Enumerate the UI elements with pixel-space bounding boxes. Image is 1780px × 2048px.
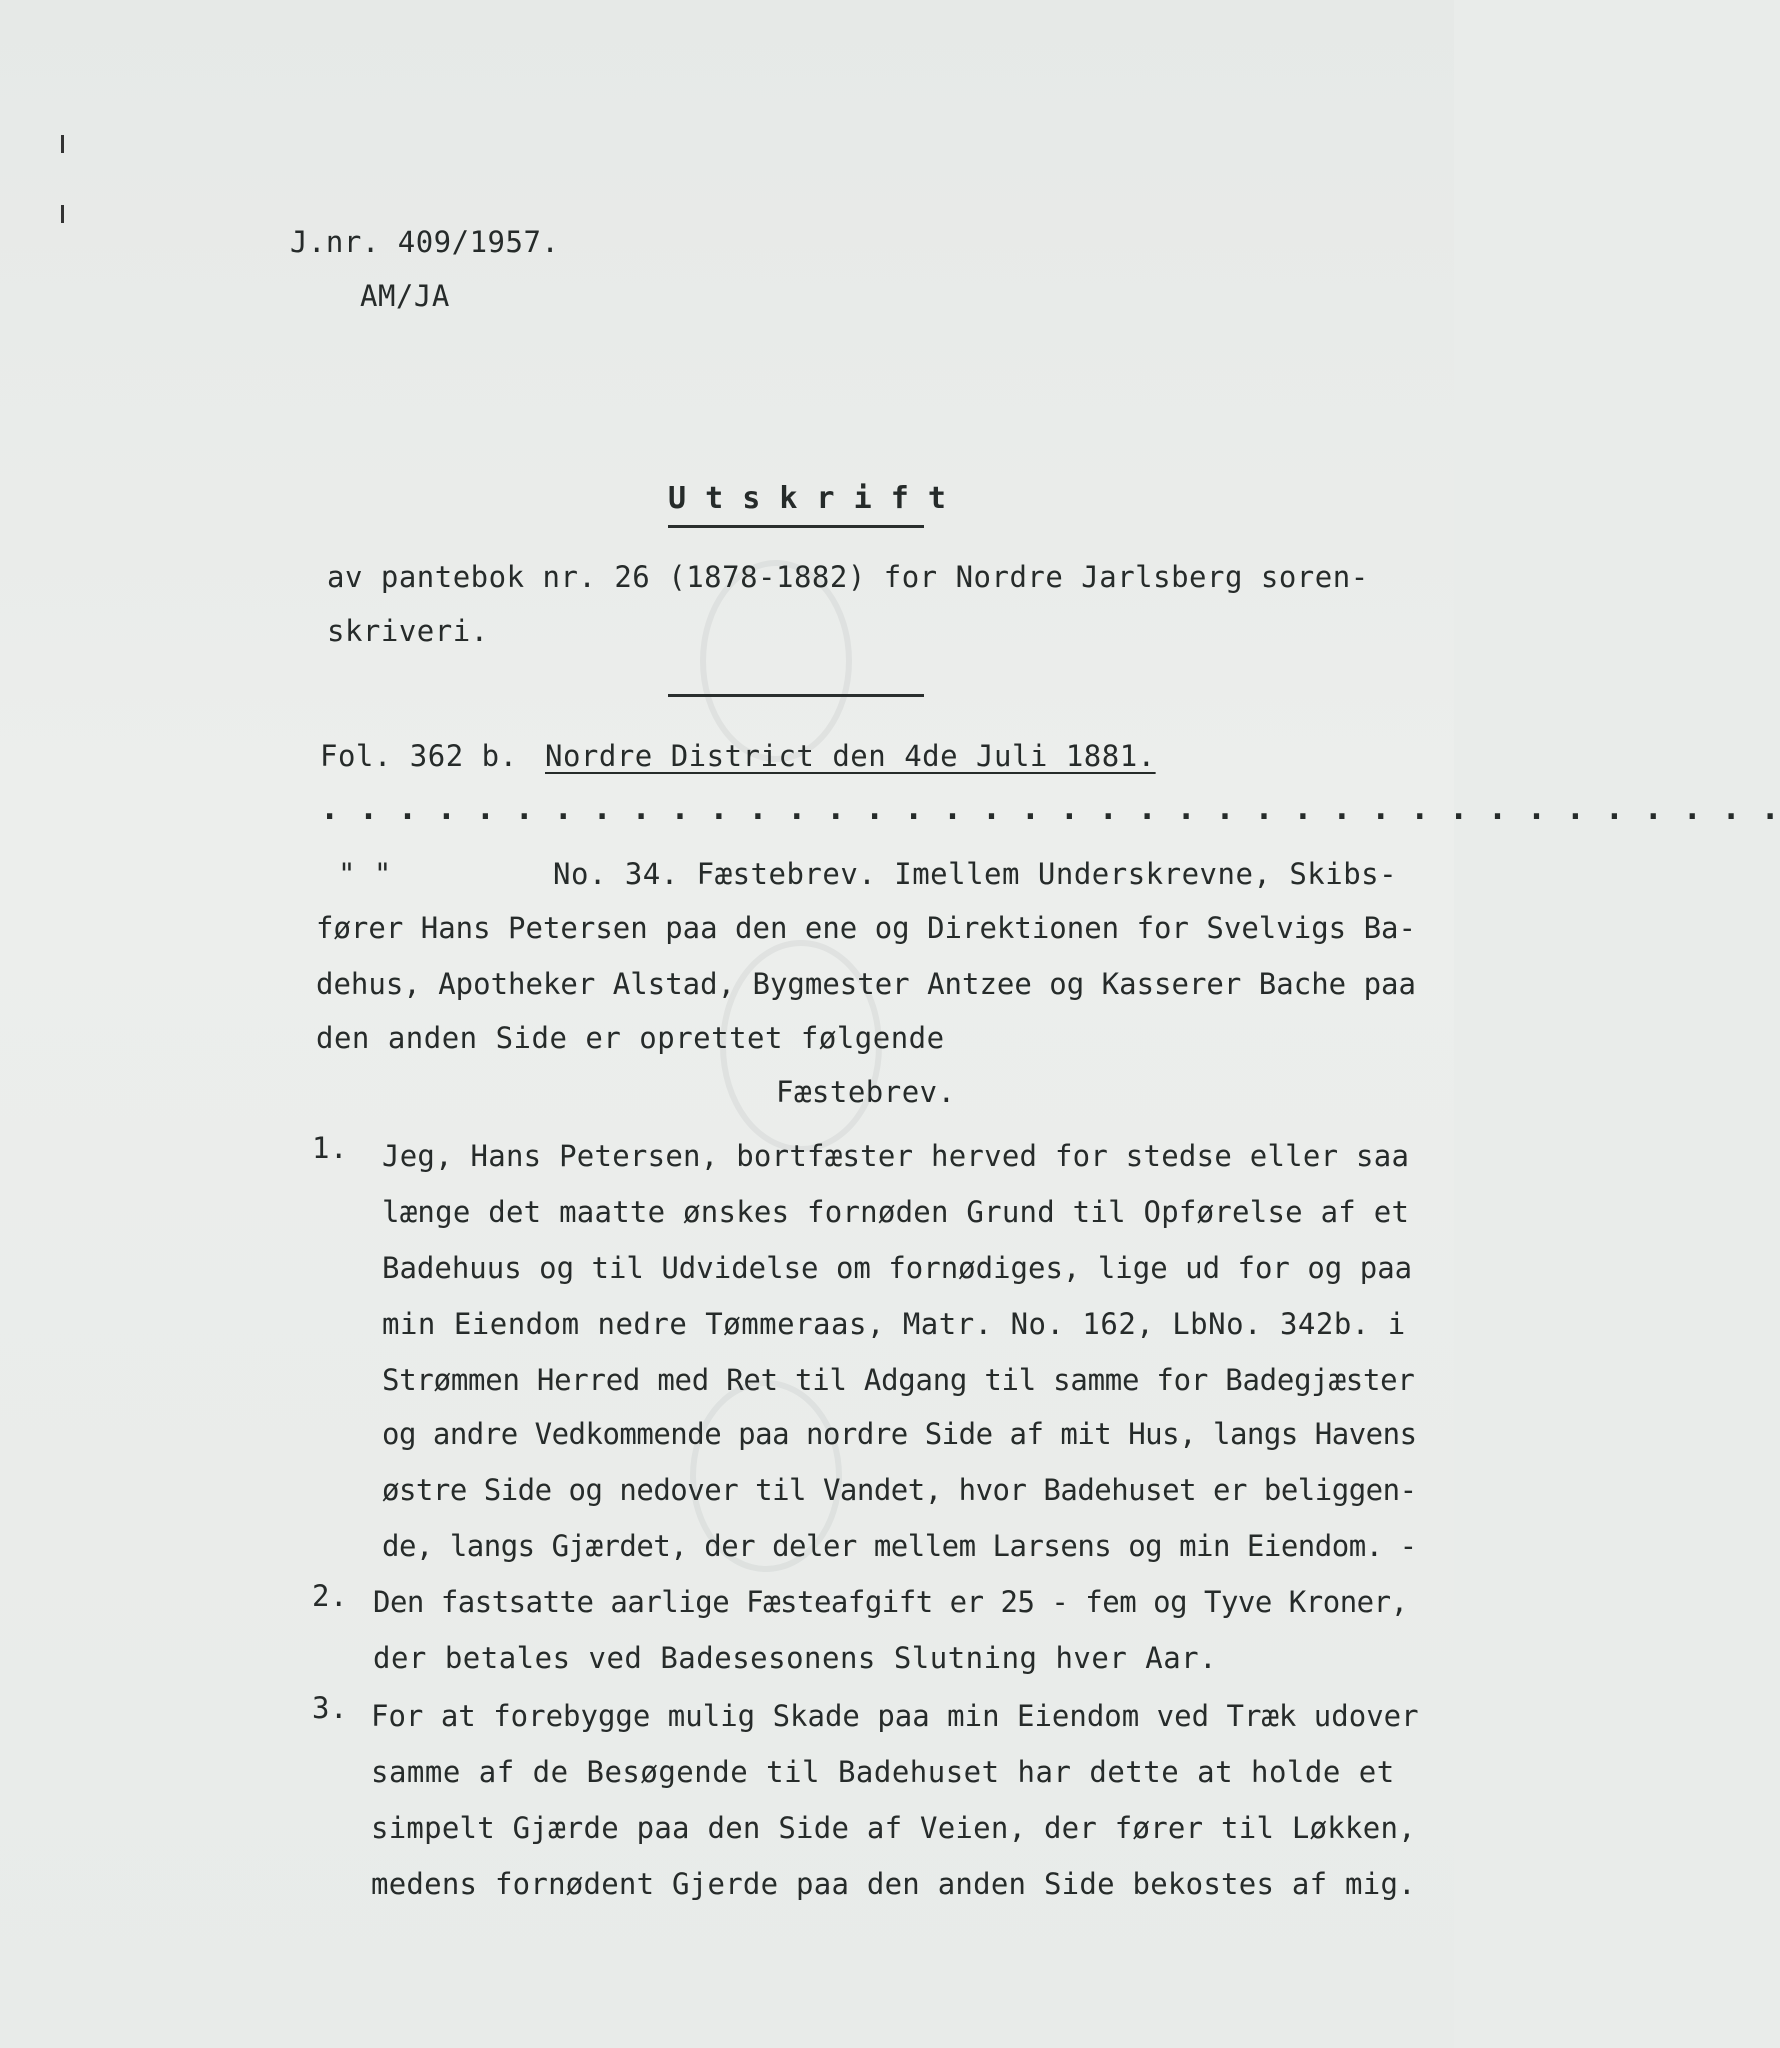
subtitle-line-2: skriveri. [327, 614, 489, 648]
dotted-separator: . . . . . . . . . . . . . . . . . . . . . . . . . . . . . . . . . . . . . . [320, 789, 1780, 827]
item-1-line: længe det maatte ønskes fornøden Grund til Opførelse af et [382, 1195, 1410, 1229]
item-3-line: simpelt Gjærde paa den Side af Veien, der fører til Løkken, [371, 1811, 1416, 1845]
folio-reference: Fol. 362 b. [320, 739, 518, 773]
item-1-line: min Eiendom nedre Tømmeraas, Matr. No. 162, LbNo. 342b. i [382, 1307, 1406, 1341]
title-underline [668, 525, 924, 528]
body-line-2: fører Hans Petersen paa den ene og Direktionen for Svelvigs Ba- [316, 911, 1416, 945]
journal-number: J.nr. 409/1957. [290, 225, 560, 259]
margin-mark [61, 135, 64, 153]
body-line-1: No. 34. Fæstebrev. Imellem Underskrevne, Skibs- [553, 857, 1398, 891]
item-3-line: For at forebygge mulig Skade paa min Eiendom ved Træk udover [371, 1699, 1419, 1733]
item-1-line: og andre Vedkommende paa nordre Side af mit Hus, langs Havens [382, 1417, 1417, 1451]
item-1-line: Badehuus og til Udvidelse om fornødiges, lige ud for og paa [382, 1251, 1413, 1285]
item-number: 2. [312, 1579, 348, 1613]
item-2-line: Den fastsatte aarlige Fæsteafgift er 25 - fem og Tyve Kroner, [373, 1585, 1408, 1619]
item-1-line: Jeg, Hans Petersen, bortfæster herved for stedse eller saa [382, 1139, 1410, 1173]
district-heading: Nordre District den 4de Juli 1881. [545, 739, 1156, 773]
item-number: 1. [312, 1131, 348, 1165]
section-divider [668, 694, 924, 697]
item-number: 3. [312, 1691, 348, 1725]
body-line-3: dehus, Apotheker Alstad, Bygmester Antzee og Kasserer Bache paa [316, 967, 1416, 1001]
item-1-line: Strømmen Herred med Ret til Adgang til samme for Badegjæster [382, 1363, 1415, 1397]
ditto-marks: " " [338, 857, 392, 891]
initials: AM/JA [360, 279, 450, 313]
item-2-line: der betales ved Badesesonens Slutning hver Aar. [373, 1641, 1218, 1675]
item-1-line: østre Side og nedover til Vandet, hvor Badehuset er beliggen- [382, 1473, 1417, 1507]
item-3-line: samme af de Besøgende til Badehuset har dette at holde et [371, 1755, 1395, 1789]
subtitle-line-1: av pantebok nr. 26 (1878-1882) for Nordre Jarlsberg soren- [327, 560, 1369, 594]
margin-mark [61, 205, 64, 223]
item-3-line: medens fornødent Gjerde paa den anden Side bekostes af mig. [371, 1867, 1416, 1901]
document-title: U t s k r i f t [668, 481, 947, 516]
item-1-line: de, langs Gjærdet, der deler mellem Larsens og min Eiendom. - [382, 1529, 1417, 1563]
body-line-4: den anden Side er oprettet følgende [316, 1021, 945, 1055]
center-heading: Fæstebrev. [776, 1075, 956, 1109]
